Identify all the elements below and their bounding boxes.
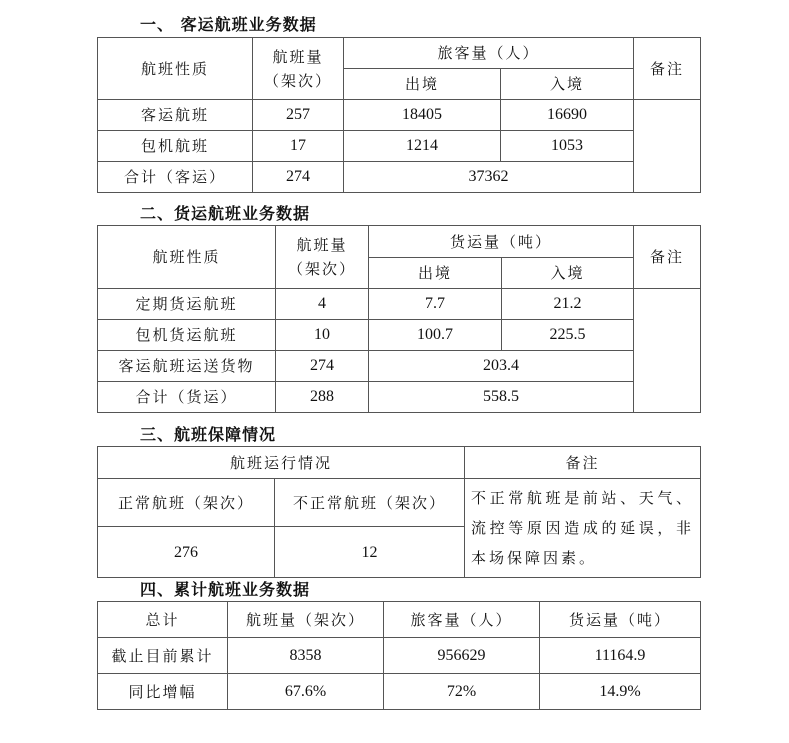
table-row [98, 320, 701, 351]
cargo-flights-table [97, 225, 701, 413]
cargo-value: 203.4 [369, 351, 634, 382]
table-row [98, 351, 701, 382]
total-row [98, 162, 701, 193]
inbound-value: 16690 [501, 100, 634, 131]
flights-value: 257 [253, 100, 344, 131]
total-row [98, 382, 701, 413]
flight-assurance-table [97, 446, 701, 578]
col-normal-flights: 正常航班（架次） [98, 479, 275, 527]
section-4-heading: 四、累计航班业务数据 [140, 580, 311, 599]
col-total: 总计 [98, 602, 228, 638]
cargo-value: 14.9% [540, 674, 701, 710]
remark-cell [634, 289, 701, 413]
col-inbound: 入境 [501, 69, 634, 100]
col-cargo: 货运量（吨） [540, 602, 701, 638]
row-label: 包机航班 [98, 131, 253, 162]
row-label: 客运航班 [98, 100, 253, 131]
row-label: 定期货运航班 [98, 289, 276, 320]
col-passengers: 旅客量（人） [344, 38, 634, 69]
outbound-value: 18405 [344, 100, 501, 131]
flights-value: 10 [276, 320, 369, 351]
col-flight-count-line1: 航班量 [272, 47, 324, 66]
remark-cell [634, 100, 701, 193]
col-outbound: 出境 [369, 258, 502, 289]
total-passengers: 37362 [344, 162, 634, 193]
col-flight-count-line1: 航班量 [296, 236, 348, 254]
col-remark: 备注 [634, 226, 701, 289]
flights-value: 4 [276, 289, 369, 320]
col-flights: 航班量（架次） [228, 602, 384, 638]
row-label: 截止目前累计 [98, 638, 228, 674]
col-abnormal-flights: 不正常航班（架次） [275, 479, 465, 527]
cargo-value: 11164.9 [540, 638, 701, 674]
table-row [98, 100, 701, 131]
section-1-heading: 一、 客运航班业务数据 [140, 15, 317, 34]
inbound-value: 225.5 [502, 320, 634, 351]
cumulative-table [97, 601, 701, 710]
col-flight-type: 航班性质 [98, 38, 253, 100]
flights-value: 67.6% [228, 674, 384, 710]
table-row [98, 638, 701, 674]
outbound-value: 1214 [344, 131, 501, 162]
total-label: 合计（货运） [98, 382, 276, 413]
col-outbound: 出境 [344, 69, 501, 100]
col-inbound: 入境 [502, 258, 634, 289]
inbound-value: 1053 [501, 131, 634, 162]
flights-value: 17 [253, 131, 344, 162]
col-flight-count-line2: （架次） [263, 71, 332, 90]
section-2-heading: 二、货运航班业务数据 [140, 204, 311, 223]
abnormal-flights-value: 12 [275, 527, 465, 578]
flights-value: 8358 [228, 638, 384, 674]
remark-note: 不正常航班是前站、天气、流控等原因造成的延误，非本场保障因素。 [465, 479, 701, 578]
col-flight-count [276, 226, 369, 289]
passengers-value: 956629 [384, 638, 540, 674]
col-flight-count-line2: （架次） [287, 260, 356, 278]
col-flight-type: 航班性质 [98, 226, 276, 289]
section-3-heading: 三、航班保障情况 [140, 425, 277, 444]
col-operations: 航班运行情况 [98, 447, 465, 479]
total-label: 合计（客运） [98, 162, 253, 193]
total-flights: 288 [276, 382, 369, 413]
col-passengers: 旅客量（人） [384, 602, 540, 638]
total-cargo: 558.5 [369, 382, 634, 413]
flights-value: 274 [276, 351, 369, 382]
outbound-value: 7.7 [369, 289, 502, 320]
passengers-value: 72% [384, 674, 540, 710]
col-remark: 备注 [465, 447, 701, 479]
row-label: 同比增幅 [98, 674, 228, 710]
col-remark: 备注 [634, 38, 701, 100]
row-label: 包机货运航班 [98, 320, 276, 351]
normal-flights-value: 276 [98, 527, 275, 578]
table-row [98, 131, 701, 162]
outbound-value: 100.7 [369, 320, 502, 351]
passenger-flights-table [97, 37, 701, 193]
table-row [98, 289, 701, 320]
col-cargo: 货运量（吨） [369, 226, 634, 258]
table-row [98, 674, 701, 710]
total-flights: 274 [253, 162, 344, 193]
col-flight-count [253, 38, 344, 100]
inbound-value: 21.2 [502, 289, 634, 320]
row-label: 客运航班运送货物 [98, 351, 276, 382]
